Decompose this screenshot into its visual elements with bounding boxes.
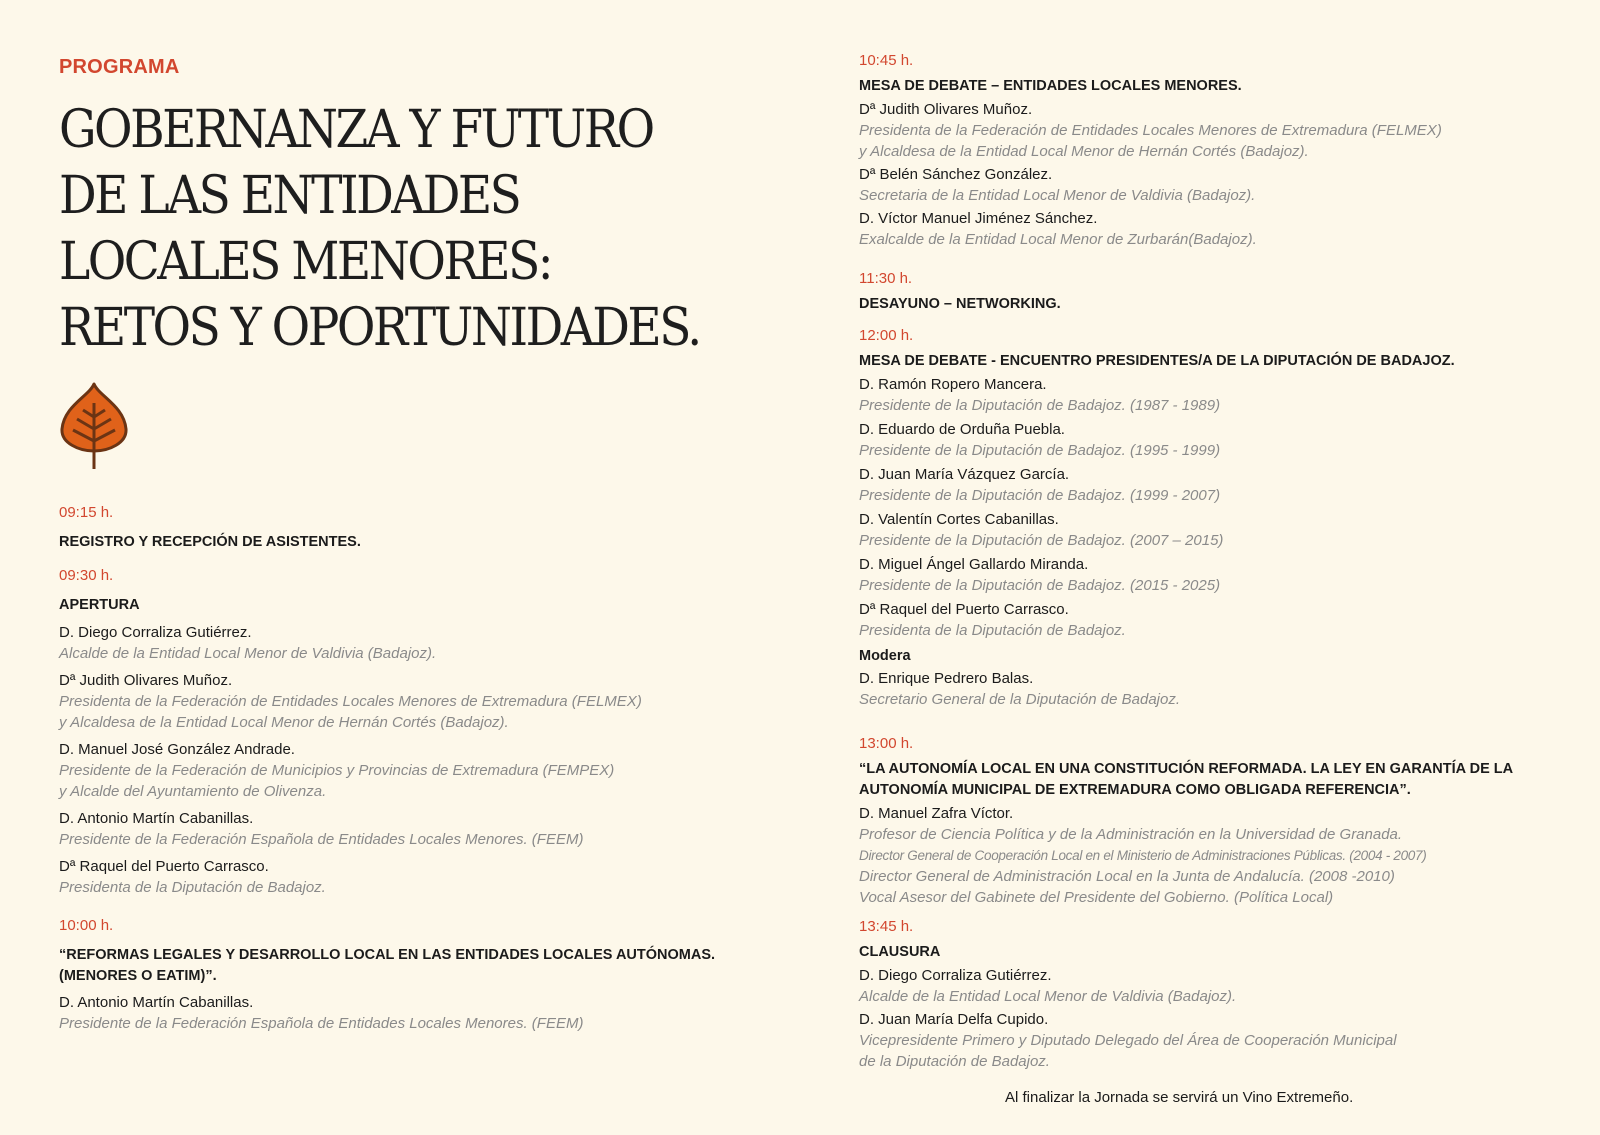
speaker-role: Presidenta de la Diputación de Badajoz. [859, 622, 1126, 639]
session-1200 [859, 327, 1559, 710]
session-heading: AUTONOMÍA MUNICIPAL DE EXTREMADURA COMO OBLIGADA REFERENCIA”. [859, 782, 1411, 798]
speaker [859, 465, 1559, 506]
speaker-name: D. Diego Corraliza Gutiérrez. [859, 967, 1052, 984]
speaker [859, 804, 1579, 908]
session-time: 09:15 h. [59, 504, 114, 521]
session-heading: (MENORES O EATIM)”. [59, 968, 217, 984]
session-1300 [859, 735, 1579, 908]
speaker-role: Presidenta de la Diputación de Badajoz. [59, 879, 326, 896]
session-0930 [59, 567, 759, 898]
speaker-name: D. Miguel Ángel Gallardo Miranda. [859, 556, 1089, 573]
title-line: DE LAS ENTIDADES [59, 164, 520, 227]
session-heading: MESA DE DEBATE – ENTIDADES LOCALES MENORES. [859, 78, 1242, 94]
speaker [59, 809, 759, 850]
speaker-role: Director General de Administración Local en la Junta de Andalucía. (2008 -2010) [859, 868, 1395, 885]
speaker-name: D. Antonio Martín Cabanillas. [59, 810, 254, 827]
speaker-name: Dª Belén Sánchez González. [859, 166, 1053, 183]
speaker-role: Presidente de la Diputación de Badajoz. (1999 - 2007) [859, 487, 1221, 504]
speaker-name: D. Eduardo de Orduña Puebla. [859, 421, 1065, 438]
session-heading: REGISTRO Y RECEPCIÓN DE ASISTENTES. [59, 534, 361, 550]
speaker-name: Dª Raquel del Puerto Carrasco. [59, 858, 269, 875]
speaker-name: D. Juan María Vázquez García. [859, 466, 1070, 483]
session-heading: “LA AUTONOMÍA LOCAL EN UNA CONSTITUCIÓN REFORMADA. LA LEY EN GARANTÍA DE LA [859, 761, 1514, 777]
speaker-name: D. Víctor Manuel Jiménez Sánchez. [859, 210, 1098, 227]
speaker-name: D. Ramón Ropero Mancera. [859, 376, 1047, 393]
speaker [859, 600, 1559, 641]
session-time: 13:00 h. [859, 735, 914, 752]
speaker-role: Secretario General de la Diputación de Badajoz. [859, 691, 1181, 708]
speaker [859, 966, 1559, 1007]
speaker-name: D. Diego Corraliza Gutiérrez. [59, 624, 252, 641]
speaker [59, 740, 759, 802]
speaker-role: Presidente de la Diputación de Badajoz. (1995 - 1999) [859, 442, 1221, 459]
speaker [859, 420, 1559, 461]
speaker-role: Presidente de la Federación de Municipios y Provincias de Extremadura (FEMPEX) [59, 762, 615, 779]
speaker-name: D. Manuel Zafra Víctor. [859, 805, 1014, 822]
speaker-name: D. Valentín Cortes Cabanillas. [859, 511, 1059, 528]
speaker [859, 100, 1559, 162]
speaker-name: D. Manuel José González Andrade. [59, 741, 295, 758]
title-line: RETOS Y OPORTUNIDADES. [59, 296, 700, 359]
program-kicker: PROGRAMA [59, 56, 180, 78]
speaker [59, 671, 759, 733]
session-heading: “REFORMAS LEGALES Y DESARROLLO LOCAL EN LAS ENTIDADES LOCALES AUTÓNOMAS. [59, 947, 716, 963]
speaker-role: de la Diputación de Badajoz. [859, 1053, 1050, 1070]
speaker-name: Dª Judith Olivares Muñoz. [859, 101, 1033, 118]
leaf-icon [59, 381, 129, 471]
speaker [859, 510, 1559, 551]
session-heading: DESAYUNO – NETWORKING. [859, 296, 1061, 312]
speaker [859, 375, 1559, 416]
session-time: 13:45 h. [859, 918, 914, 935]
speaker-role: Presidente de la Diputación de Badajoz. (2007 – 2015) [859, 532, 1224, 549]
speaker-name: D. Antonio Martín Cabanillas. [59, 994, 254, 1011]
speaker-role: Presidente de la Diputación de Badajoz. (2015 - 2025) [859, 577, 1221, 594]
session-time: 11:30 h. [859, 270, 913, 287]
speaker-role: Presidenta de la Federación de Entidades Locales Menores de Extremadura (FELMEX) [859, 122, 1442, 139]
speaker-role: Vicepresidente Primero y Diputado Delegado del Área de Cooperación Municipal [859, 1032, 1397, 1049]
page-title [59, 93, 759, 359]
session-heading: MESA DE DEBATE - ENCUENTRO PRESIDENTES/A DE LA DIPUTACIÓN DE BADAJOZ. [859, 353, 1455, 369]
speaker-role: Presidente de la Diputación de Badajoz. (1987 - 1989) [859, 397, 1221, 414]
speaker-role: Presidente de la Federación Española de Entidades Locales Menores. (FEEM) [59, 831, 584, 848]
speaker-role: y Alcaldesa de la Entidad Local Menor de Hernán Cortés (Badajoz). [859, 143, 1309, 160]
speaker [59, 993, 779, 1034]
speaker-role: Director General de Cooperación Local en el Ministerio de Administraciones Públicas. (2004 - 2007) [859, 848, 1427, 863]
speaker-role: Alcalde de la Entidad Local Menor de Valdivia (Badajoz). [59, 645, 437, 662]
speaker [859, 165, 1559, 206]
session-time: 10:00 h. [59, 917, 114, 934]
speaker-role: Presidente de la Federación Española de Entidades Locales Menores. (FEEM) [59, 1015, 584, 1032]
session-heading: CLAUSURA [859, 944, 941, 960]
speaker-role: Profesor de Ciencia Política y de la Administración en la Universidad de Granada. [859, 826, 1403, 843]
speaker-role: y Alcaldesa de la Entidad Local Menor de Hernán Cortés (Badajoz). [59, 714, 509, 731]
moderator [859, 669, 1559, 710]
speaker-name: D. Enrique Pedrero Balas. [859, 670, 1034, 687]
session-1130 [859, 270, 1559, 315]
speaker-role: Vocal Asesor del Gabinete del Presidente del Gobierno. (Política Local) [859, 889, 1334, 906]
session-1045 [859, 52, 1559, 250]
speaker-role: Presidenta de la Federación de Entidades Locales Menores de Extremadura (FELMEX) [59, 693, 642, 710]
closing-note: Al finalizar la Jornada se servirá un Vino Extremeño. [1005, 1089, 1354, 1106]
speaker-name: Dª Raquel del Puerto Carrasco. [859, 601, 1069, 618]
speaker-name: Dª Judith Olivares Muñoz. [59, 672, 233, 689]
moderator-label: Modera [859, 648, 911, 664]
speaker [59, 623, 759, 664]
speaker-name: D. Juan María Delfa Cupido. [859, 1011, 1049, 1028]
speaker [859, 555, 1559, 596]
speaker-role: Alcalde de la Entidad Local Menor de Valdivia (Badajoz). [859, 988, 1237, 1005]
title-line: GOBERNANZA Y FUTURO [59, 98, 653, 161]
session-time: 10:45 h. [859, 52, 914, 69]
speaker-role: Secretaria de la Entidad Local Menor de Valdivia (Badajoz). [859, 187, 1256, 204]
session-time: 09:30 h. [59, 567, 114, 584]
speaker [859, 209, 1559, 250]
session-0915 [59, 504, 759, 553]
session-1345 [859, 918, 1559, 1072]
session-1000 [59, 917, 779, 1034]
speaker-role: Exalcalde de la Entidad Local Menor de Zurbarán(Badajoz). [859, 231, 1257, 248]
speaker [59, 857, 759, 898]
left-column [59, 52, 759, 1032]
speaker-role: y Alcalde del Ayuntamiento de Olivenza. [59, 783, 327, 800]
session-time: 12:00 h. [859, 327, 914, 344]
speaker [859, 1010, 1559, 1072]
title-line: LOCALES MENORES: [59, 230, 552, 293]
session-heading: APERTURA [59, 597, 140, 613]
